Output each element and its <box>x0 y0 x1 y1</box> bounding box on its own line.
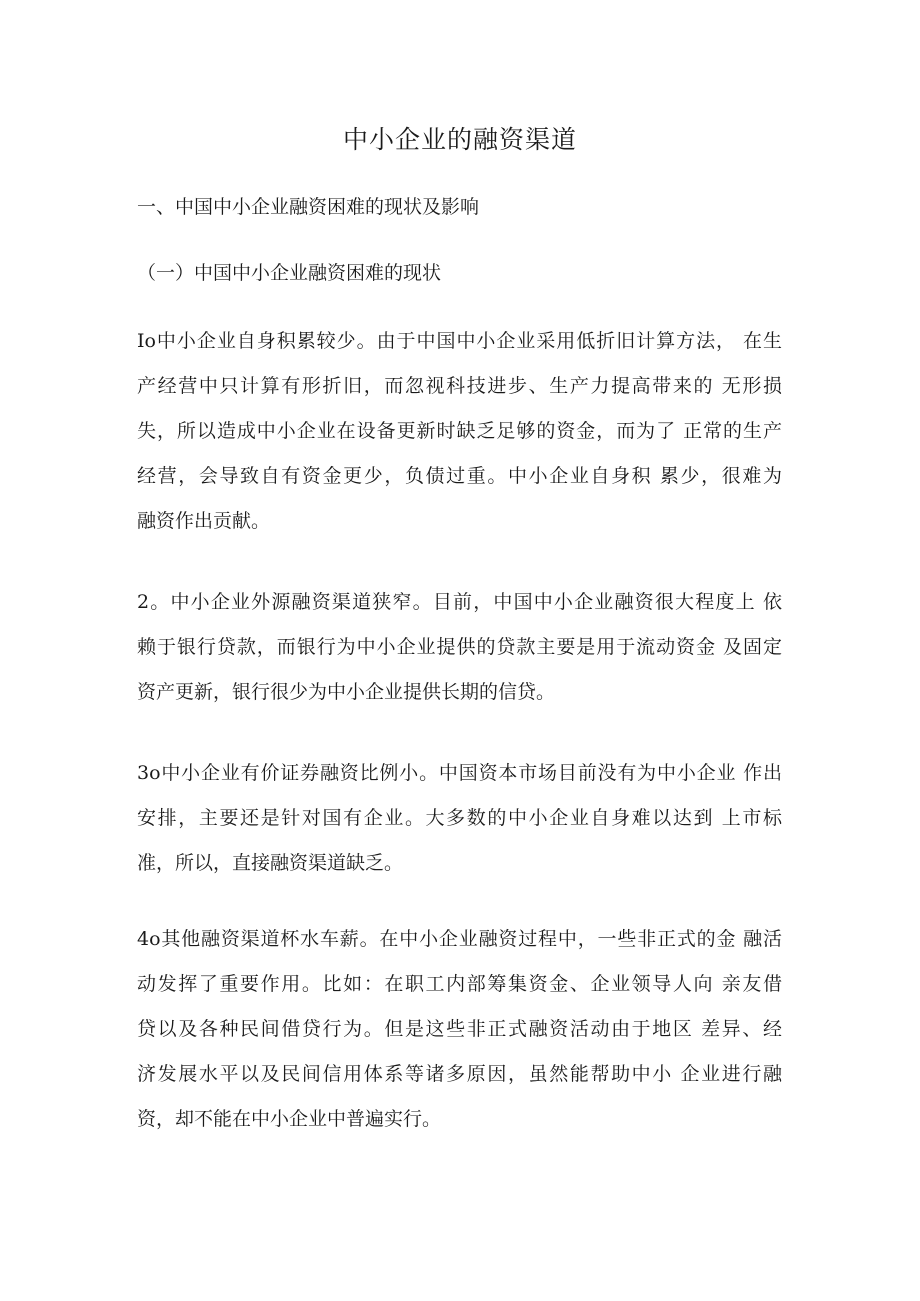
paragraph-line: 动发挥了重要作用。比如：在职工内部筹集资金、企业领导人向 亲友借 <box>137 973 782 995</box>
paragraph-line: 经营，会导致自有资金更少，负债过重。中小企业自身积 累少，很难为 <box>137 465 782 487</box>
paragraph-line: 失，所以造成中小企业在设备更新时缺乏足够的资金，而为了 正常的生产 <box>137 420 782 442</box>
paragraph-line: 准，所以，直接融资渠道缺乏。 <box>137 852 404 874</box>
paragraph-line: 贷以及各种民间借贷行为。但是这些非正式融资活动由于地区 差异、经 <box>137 1018 782 1040</box>
paragraph-line: 济发展水平以及民间信用体系等诸多原因，虽然能帮助中小 企业进行融 <box>137 1063 782 1085</box>
paragraph-line: 安排，主要还是针对国有企业。大多数的中小企业自身难以达到 上市标 <box>137 807 782 829</box>
paragraph-line: 资，却不能在中小企业中普遍实行。 <box>137 1108 442 1130</box>
document-title: 中小企业的融资渠道 <box>342 125 577 154</box>
paragraph-1 <box>137 319 782 544</box>
paragraph-3 <box>137 751 782 886</box>
paragraph-line: 2。中小企业外源融资渠道狭窄。目前，中国中小企业融资很大程度上 依 <box>137 591 782 613</box>
subsection-heading: （一）中国中小企业融资困难的现状 <box>137 262 442 284</box>
paragraph-line: 赖于银行贷款，而银行为中小企业提供的贷款主要是用于流动资金 及固定 <box>137 636 782 658</box>
paragraph-line: 融资作出贡献。 <box>137 510 271 532</box>
paragraph-line: Io中小企业自身积累较少。由于中国中小企业采用低折旧计算方法， 在生 <box>137 330 782 352</box>
paragraph-line: 资产更新，银行很少为中小企业提供长期的信贷。 <box>137 681 556 703</box>
paragraph-line: 4o其他融资渠道杯水车薪。在中小企业融资过程中，一些非正式的金 融活 <box>137 928 782 950</box>
paragraph-line: 3o中小企业有价证券融资比例小。中国资本市场目前没有为中小企业 作出 <box>137 762 782 784</box>
paragraph-line: 产经营中只计算有形折旧，而忽视科技进步、生产力提高带来的 无形损 <box>137 375 782 397</box>
section-heading: 一、中国中小企业融资困难的现状及影响 <box>137 196 480 218</box>
paragraph-2 <box>137 580 782 715</box>
paragraph-4 <box>137 917 782 1142</box>
